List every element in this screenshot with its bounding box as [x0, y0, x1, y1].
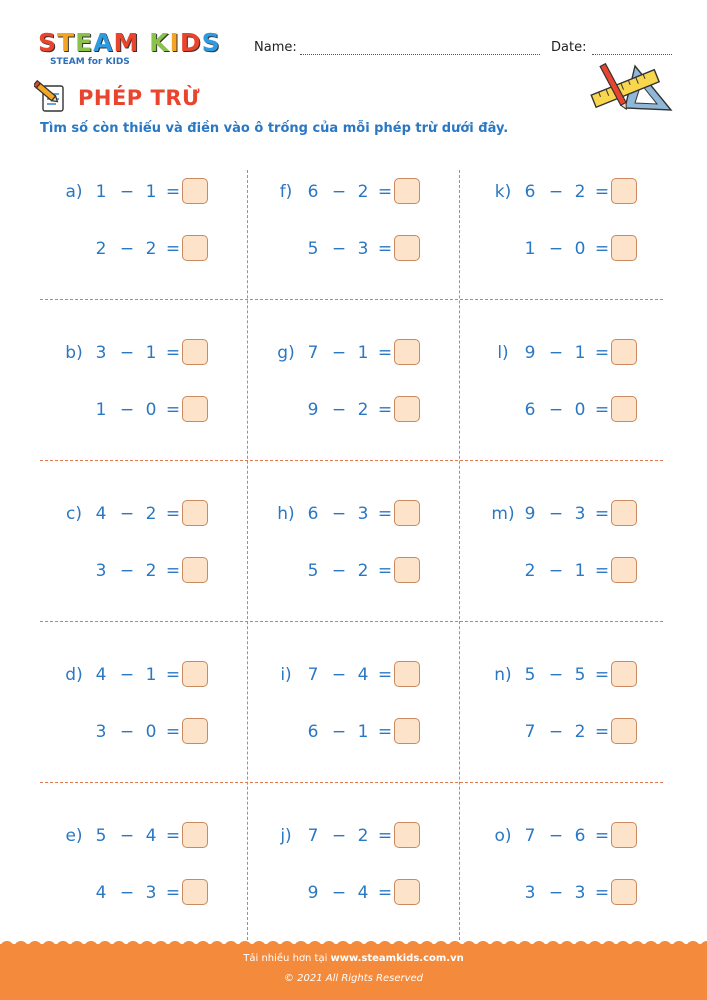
answer-box[interactable]: [182, 178, 208, 204]
steam-kids-logo: [38, 30, 238, 70]
footer-download-line: [0, 953, 707, 964]
equals-sign: =: [594, 400, 610, 420]
equals-sign: =: [594, 239, 610, 259]
equals-sign: =: [377, 239, 393, 259]
operand-b: 5: [574, 665, 586, 685]
answer-box[interactable]: [182, 235, 208, 261]
ruler-triangle-icon: [585, 58, 677, 120]
problem-label: d): [65, 665, 83, 685]
operand-a: 3: [95, 343, 107, 363]
answer-box[interactable]: [611, 879, 637, 905]
answer-box[interactable]: [394, 661, 420, 687]
minus-sign: −: [119, 239, 135, 259]
equals-sign: =: [377, 665, 393, 685]
operand-b: 2: [357, 826, 369, 846]
minus-sign: −: [119, 883, 135, 903]
problem-label: g): [277, 343, 295, 363]
answer-box[interactable]: [394, 339, 420, 365]
equals-sign: =: [594, 343, 610, 363]
operand-b: 2: [145, 504, 157, 524]
problem-label: m): [491, 504, 515, 524]
operand-b: 1: [145, 343, 157, 363]
answer-box[interactable]: [182, 822, 208, 848]
operand-b: 4: [357, 883, 369, 903]
answer-box[interactable]: [394, 396, 420, 422]
minus-sign: −: [548, 883, 564, 903]
date-label: Date:: [551, 40, 587, 55]
minus-sign: −: [119, 400, 135, 420]
equals-sign: =: [594, 665, 610, 685]
answer-box[interactable]: [182, 879, 208, 905]
minus-sign: −: [331, 400, 347, 420]
logo-subtitle: STEAM for KIDS: [50, 57, 130, 67]
equals-sign: =: [377, 883, 393, 903]
minus-sign: −: [548, 665, 564, 685]
operand-b: 2: [145, 239, 157, 259]
equals-sign: =: [377, 722, 393, 742]
operand-a: 2: [95, 239, 107, 259]
operand-a: 5: [524, 665, 536, 685]
equals-sign: =: [377, 826, 393, 846]
equals-sign: =: [165, 883, 181, 903]
footer-download-text: Tải nhiều hơn tại: [243, 953, 331, 964]
answer-box[interactable]: [182, 396, 208, 422]
answer-box[interactable]: [394, 178, 420, 204]
answer-box[interactable]: [394, 500, 420, 526]
problem-label: i): [280, 665, 292, 685]
page-title: PHÉP TRỪ: [78, 86, 201, 110]
equals-sign: =: [165, 665, 181, 685]
operand-a: 9: [307, 400, 319, 420]
equals-sign: =: [165, 182, 181, 202]
answer-box[interactable]: [394, 822, 420, 848]
minus-sign: −: [119, 722, 135, 742]
problem-label: o): [494, 826, 512, 846]
problem-label: c): [66, 504, 82, 524]
operand-a: 5: [307, 561, 319, 581]
operand-a: 7: [307, 826, 319, 846]
operand-b: 2: [145, 561, 157, 581]
equals-sign: =: [377, 561, 393, 581]
minus-sign: −: [548, 722, 564, 742]
answer-box[interactable]: [611, 822, 637, 848]
operand-a: 4: [95, 883, 107, 903]
footer: [0, 944, 707, 1000]
equals-sign: =: [165, 561, 181, 581]
answer-box[interactable]: [182, 500, 208, 526]
operand-b: 1: [574, 343, 586, 363]
answer-box[interactable]: [611, 178, 637, 204]
operand-a: 9: [524, 504, 536, 524]
minus-sign: −: [548, 561, 564, 581]
problem-label: j): [280, 826, 292, 846]
minus-sign: −: [331, 722, 347, 742]
equals-sign: =: [377, 400, 393, 420]
operand-a: 4: [95, 665, 107, 685]
answer-box[interactable]: [611, 339, 637, 365]
answer-box[interactable]: [182, 339, 208, 365]
problem-label: k): [494, 182, 512, 202]
operand-b: 4: [357, 665, 369, 685]
answer-box[interactable]: [394, 879, 420, 905]
operand-b: 1: [574, 561, 586, 581]
equals-sign: =: [594, 561, 610, 581]
minus-sign: −: [331, 182, 347, 202]
operand-a: 7: [524, 722, 536, 742]
minus-sign: −: [548, 826, 564, 846]
answer-box[interactable]: [611, 718, 637, 744]
pencil-paper-icon: [34, 80, 70, 114]
minus-sign: −: [331, 826, 347, 846]
row-divider-1: [40, 299, 663, 300]
row-divider-2: [40, 460, 663, 461]
operand-a: 7: [307, 665, 319, 685]
operand-b: 1: [357, 722, 369, 742]
minus-sign: −: [119, 343, 135, 363]
equals-sign: =: [594, 826, 610, 846]
operand-b: 3: [574, 504, 586, 524]
operand-a: 4: [95, 504, 107, 524]
logo-letter: [139, 28, 149, 57]
logo-letter: S: [38, 28, 58, 57]
equals-sign: =: [165, 826, 181, 846]
operand-b: 2: [574, 182, 586, 202]
answer-box[interactable]: [611, 557, 637, 583]
answer-box[interactable]: [611, 235, 637, 261]
operand-a: 6: [307, 722, 319, 742]
logo-letter: M: [113, 28, 140, 57]
footer-copyright: © 2021 All Rights Reserved: [283, 973, 424, 984]
equals-sign: =: [165, 239, 181, 259]
operand-a: 1: [95, 182, 107, 202]
logo-letter: D: [179, 28, 202, 57]
answer-box[interactable]: [182, 718, 208, 744]
date-field[interactable]: [592, 54, 672, 55]
equals-sign: =: [594, 504, 610, 524]
minus-sign: −: [331, 343, 347, 363]
operand-b: 3: [574, 883, 586, 903]
equals-sign: =: [594, 883, 610, 903]
name-label: Name:: [254, 40, 297, 55]
minus-sign: −: [548, 182, 564, 202]
minus-sign: −: [331, 504, 347, 524]
answer-box[interactable]: [611, 661, 637, 687]
minus-sign: −: [548, 400, 564, 420]
operand-a: 2: [524, 561, 536, 581]
operand-a: 1: [524, 239, 536, 259]
operand-b: 3: [357, 504, 369, 524]
operand-a: 7: [524, 826, 536, 846]
minus-sign: −: [119, 561, 135, 581]
operand-a: 1: [95, 400, 107, 420]
problem-label: b): [65, 343, 83, 363]
minus-sign: −: [331, 883, 347, 903]
operand-b: 0: [574, 400, 586, 420]
minus-sign: −: [331, 665, 347, 685]
answer-box[interactable]: [611, 500, 637, 526]
logo-wordmark: [38, 30, 238, 56]
logo-letter: K: [149, 28, 170, 57]
equals-sign: =: [594, 722, 610, 742]
equals-sign: =: [377, 504, 393, 524]
problem-label: l): [497, 343, 509, 363]
operand-b: 2: [357, 561, 369, 581]
operand-a: 7: [307, 343, 319, 363]
operand-a: 5: [307, 239, 319, 259]
minus-sign: −: [331, 239, 347, 259]
name-field[interactable]: [300, 54, 540, 55]
problem-label: f): [279, 182, 293, 202]
operand-a: 9: [524, 343, 536, 363]
operand-a: 3: [95, 722, 107, 742]
minus-sign: −: [119, 504, 135, 524]
answer-box[interactable]: [394, 718, 420, 744]
equals-sign: =: [165, 343, 181, 363]
logo-letter: I: [169, 28, 180, 57]
operand-a: 5: [95, 826, 107, 846]
minus-sign: −: [119, 665, 135, 685]
answer-box[interactable]: [611, 396, 637, 422]
answer-box[interactable]: [394, 557, 420, 583]
answer-box[interactable]: [394, 235, 420, 261]
operand-a: 6: [307, 504, 319, 524]
equals-sign: =: [165, 722, 181, 742]
operand-b: 1: [145, 665, 157, 685]
logo-letter: S: [201, 28, 221, 57]
column-divider-1: [247, 170, 248, 940]
instruction-text: Tìm số còn thiếu và điền vào ô trống của mỗi phép trừ dưới đây.: [40, 121, 509, 136]
problem-label: n): [494, 665, 512, 685]
answer-box[interactable]: [182, 557, 208, 583]
logo-letter: A: [93, 28, 114, 57]
operand-b: 4: [145, 826, 157, 846]
problem-label: h): [277, 504, 295, 524]
operand-b: 3: [357, 239, 369, 259]
column-divider-2: [459, 170, 460, 940]
minus-sign: −: [119, 826, 135, 846]
logo-letter: T: [57, 28, 76, 57]
equals-sign: =: [165, 400, 181, 420]
minus-sign: −: [331, 561, 347, 581]
operand-b: 1: [357, 343, 369, 363]
operand-b: 6: [574, 826, 586, 846]
operand-a: 6: [524, 182, 536, 202]
minus-sign: −: [548, 504, 564, 524]
operand-a: 9: [307, 883, 319, 903]
operand-a: 3: [95, 561, 107, 581]
operand-a: 6: [524, 400, 536, 420]
operand-b: 0: [145, 722, 157, 742]
operand-b: 0: [574, 239, 586, 259]
logo-letter: E: [75, 28, 94, 57]
operand-a: 6: [307, 182, 319, 202]
minus-sign: −: [548, 343, 564, 363]
row-divider-3: [40, 621, 663, 622]
equals-sign: =: [377, 182, 393, 202]
footer-site-link[interactable]: www.steamkids.com.vn: [330, 953, 464, 964]
operand-b: 3: [145, 883, 157, 903]
operand-b: 2: [357, 400, 369, 420]
problem-label: e): [65, 826, 83, 846]
operand-b: 2: [357, 182, 369, 202]
problem-label: a): [65, 182, 83, 202]
operand-a: 3: [524, 883, 536, 903]
equals-sign: =: [165, 504, 181, 524]
equals-sign: =: [594, 182, 610, 202]
answer-box[interactable]: [182, 661, 208, 687]
equals-sign: =: [377, 343, 393, 363]
operand-b: 1: [145, 182, 157, 202]
minus-sign: −: [119, 182, 135, 202]
minus-sign: −: [548, 239, 564, 259]
operand-b: 2: [574, 722, 586, 742]
operand-b: 0: [145, 400, 157, 420]
row-divider-4: [40, 782, 663, 783]
